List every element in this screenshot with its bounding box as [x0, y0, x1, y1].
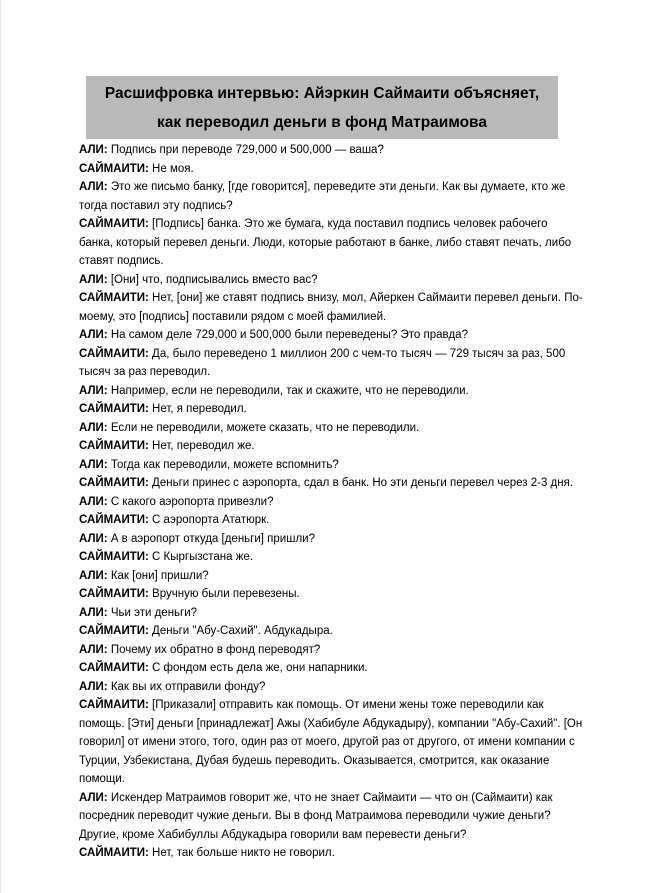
speaker-name: АЛИ: — [79, 569, 108, 582]
dialogue-turn: САЙМАИТИ: Да, было переведено 1 миллион 200 с чем-то тысяч — 729 тысяч за раз, 500 тысяч за раз переводил. — [79, 347, 566, 378]
speaker-name: САЙМАИТИ: — [79, 699, 149, 711]
dialogue-turn: САЙМАИТИ: Нет, [они] же ставят подпись внизу, мол, Айеркен Саймаити перевел деньги. По-моему, это [подпись] поставили рядом с моей фамилией. — [79, 292, 583, 323]
dialogue-turn: САЙМАИТИ: [Приказали] отправить как помощь. От имени жены тоже переводили как помощь. [Эти] деньги [принадлежат] Ажы (Хабибуле Абдукадыру), компании "Абу-Сахий". [Он говорил] от имени этого, того, один раз от моего, другой раз от другого, от имени компании с Турции, Узбекистана, Дубая будешь переводить. Оказывается, смотрится, как оказание помощи. — [79, 699, 583, 785]
dialogue-turn: АЛИ: Как вы их отправили фонду? — [79, 680, 266, 693]
dialogue-turn: АЛИ: Чьи эти деньги? — [79, 606, 198, 619]
interview-transcript — [79, 141, 584, 863]
speaker-name: АЛИ: — [79, 643, 108, 656]
dialogue-turn: САЙМАИТИ: [Подпись] банка. Это же бумага, куда поставил подпись человек рабочего банка, который перевел деньги. Люди, которые работают в банке, либо ставят печать, либо ставят подпись. — [79, 218, 572, 267]
dialogue-turn: АЛИ: Если не переводили, можете сказать, что не переводили. — [79, 421, 420, 434]
dialogue-turn: САЙМАИТИ: Нет, переводил же. — [79, 440, 255, 452]
speaker-name: АЛИ: — [79, 791, 108, 804]
speaker-name: АЛИ: — [79, 329, 108, 341]
speaker-name: АЛИ: — [79, 680, 108, 693]
dialogue-turn: АЛИ: С какого аэропорта привезли? — [79, 495, 274, 508]
speaker-name: САЙМАИТИ: — [79, 440, 149, 452]
dialogue-turn: САЙМАИТИ: Деньги "Абу-Сахий". Абдукадыра. — [79, 625, 333, 637]
speaker-name: САЙМАИТИ: — [79, 162, 149, 175]
speaker-name: АЛИ: — [79, 273, 108, 286]
dialogue-turn: САЙМАИТИ: Вручную были перевезены. — [79, 588, 300, 600]
speaker-name: САЙМАИТИ: — [79, 588, 149, 600]
dialogue-turn: САЙМАИТИ: Деньги принес с аэропорта, сдал в банк. Но эти деньги перевел через 2-3 дня. — [79, 477, 574, 489]
dialogue-turn: АЛИ: [Они] что, подписывались вместо вас? — [79, 273, 318, 286]
dialogue-turn: САЙМАИТИ: Нет, так больше никто не говорил. — [79, 847, 335, 859]
speaker-name: АЛИ: — [79, 458, 108, 471]
speaker-name: САЙМАИТИ: — [79, 292, 149, 304]
speaker-name: САЙМАИТИ: — [79, 847, 149, 859]
dialogue-turn: САЙМАИТИ: Не моя. — [79, 162, 194, 175]
speaker-name: САЙМАИТИ: — [79, 347, 149, 360]
speaker-name: САЙМАИТИ: — [79, 662, 149, 674]
dialogue-turn: АЛИ: А в аэропорт откуда [деньги] пришли? — [79, 532, 315, 545]
title-banner — [86, 76, 558, 139]
document-title: Расшифровка интервью: Айэркин Саймаити объясняет, как переводил деньги в фонд Матраимова — [104, 84, 540, 131]
speaker-name: АЛИ: — [79, 384, 108, 397]
dialogue-turn: АЛИ: Почему их обратно в фонд переводят? — [79, 643, 321, 656]
dialogue-turn: АЛИ: Как [они] пришли? — [79, 569, 209, 582]
dialogue-turn: АЛИ: Это же письмо банку, [где говорится], переведите эти деньги. Как вы думаете, кто же тогда поставил эту подпись? — [79, 181, 566, 212]
speaker-name: АЛИ: — [79, 181, 108, 193]
dialogue-turn: АЛИ: Искендер Матраимов говорит же, что не знает Саймаити — что он (Саймаити) как посредник переводит чужие деньги. Вы в фонд Матраимова переводили чужие деньги? Другие, кроме Хабибуллы Абдукадыра говорили вам перевести деньги? — [79, 791, 553, 841]
dialogue-turn: САЙМАИТИ: С Кыргызстана же. — [79, 551, 254, 563]
speaker-name: САЙМАИТИ: — [79, 514, 149, 526]
dialogue-turn: АЛИ: Например, если не переводили, так и скажите, что не переводили. — [79, 384, 469, 397]
dialogue-turn: САЙМАИТИ: С аэропорта Ататюрк. — [79, 514, 270, 526]
speaker-name: САЙМАИТИ: — [79, 625, 149, 637]
dialogue-turn: АЛИ: Тогда как переводили, можете вспомнить? — [79, 458, 339, 471]
speaker-name: АЛИ: — [79, 421, 108, 434]
speaker-name: САЙМАИТИ: — [79, 403, 149, 415]
speaker-name: АЛИ: — [79, 495, 108, 508]
speaker-name: САЙМАИТИ: — [79, 477, 149, 489]
dialogue-turn: АЛИ: На самом деле 729,000 и 500,000 были переведены? Это правда? — [79, 329, 468, 341]
speaker-name: САЙМАИТИ: — [79, 218, 149, 230]
dialogue-turn: САЙМАИТИ: С фондом есть дела же, они напарники. — [79, 662, 368, 674]
speaker-name: САЙМАИТИ: — [79, 551, 149, 563]
dialogue-turn: САЙМАИТИ: Нет, я переводил. — [79, 403, 247, 415]
speaker-name: АЛИ: — [79, 532, 108, 545]
dialogue-turn: АЛИ: Подпись при переводе 729,000 и 500,000 — ваша? — [79, 144, 384, 156]
speaker-name: АЛИ: — [79, 144, 108, 156]
speaker-name: АЛИ: — [79, 606, 108, 619]
